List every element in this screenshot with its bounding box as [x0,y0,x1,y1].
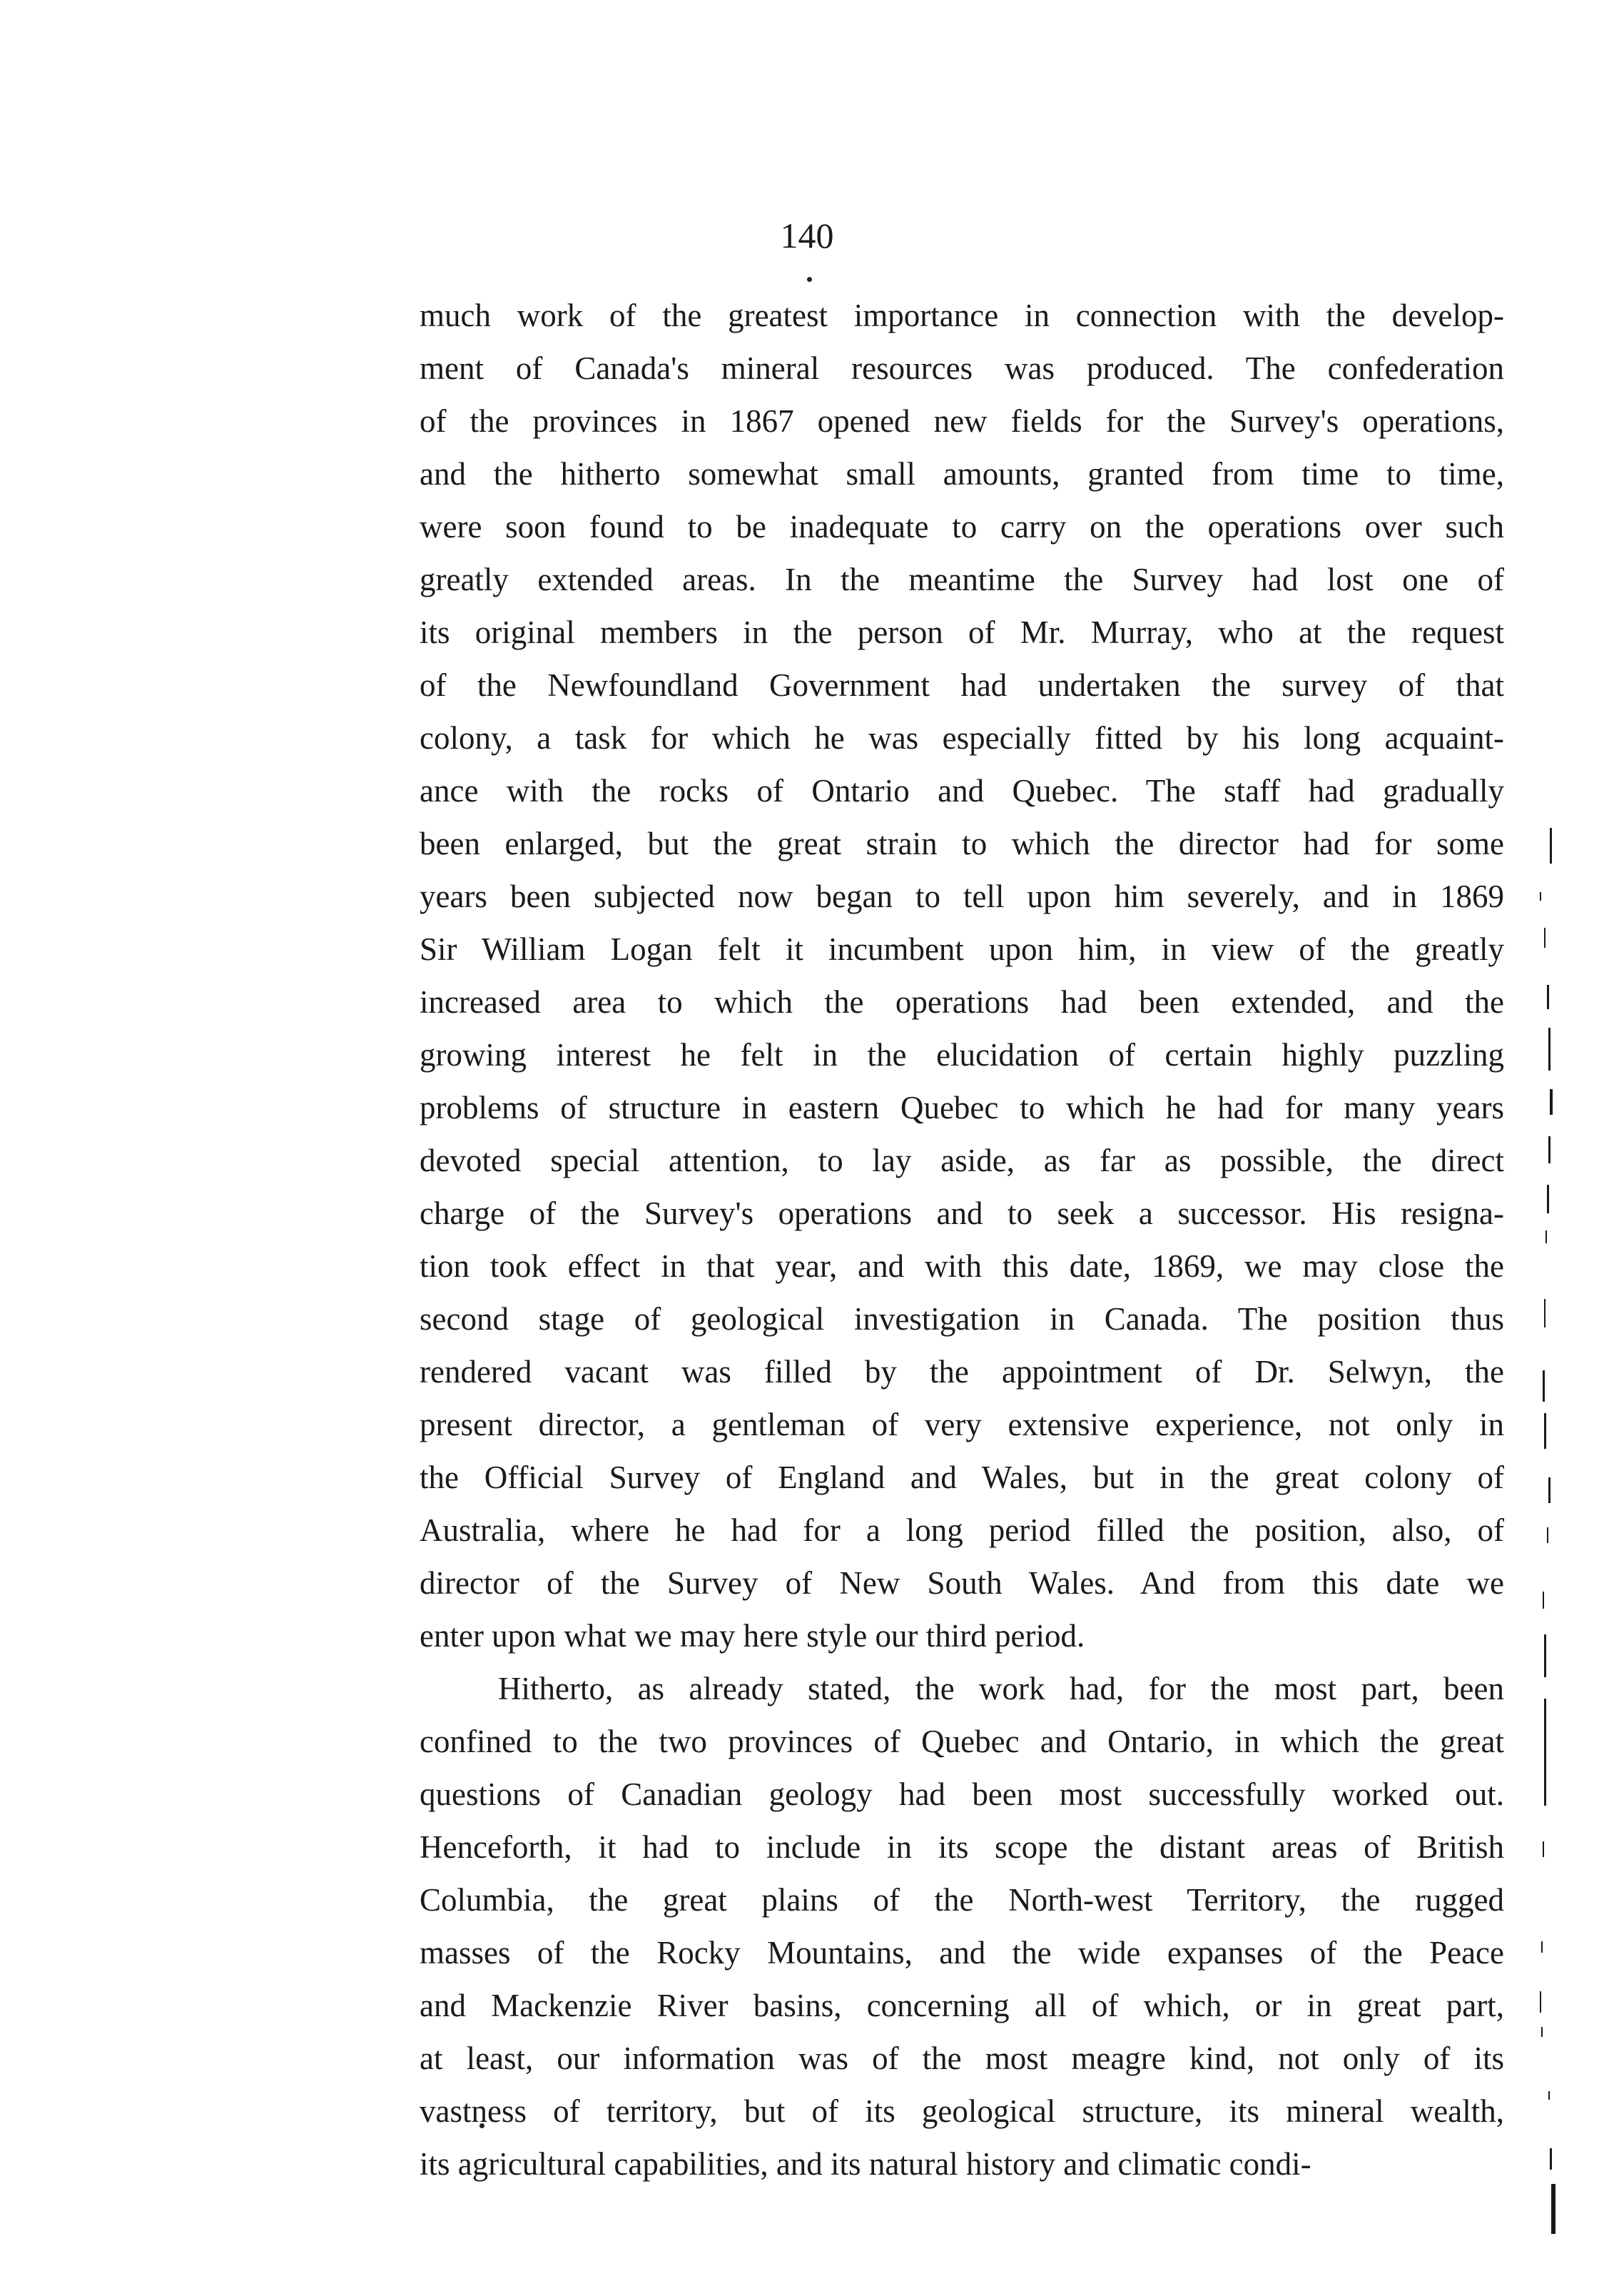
text-line: Hitherto, as already stated, the work had, for the most part, been [498,1671,1504,1706]
text-line: present director, a gentleman of very extensive experience, not only in [420,1407,1504,1442]
text-line: and the hitherto somewhat small amounts, granted from time to time, [420,456,1504,492]
text-line: years been subjected now began to tell upon him severely, and in 1869 [420,879,1504,914]
text-line: masses of the Rocky Mountains, and the wide expanses of the Peace [420,1935,1504,1971]
text-line: Sir William Logan felt it incumbent upon him, in view of the greatly [420,931,1504,967]
text-line: of the Newfoundland Government had undertaken the survey of that [420,667,1504,703]
text-line: questions of Canadian geology had been most successfully worked out. [420,1776,1504,1812]
text-line: been enlarged, but the great strain to which the director had for some [420,826,1504,861]
text-line: were soon found to be inadequate to carry on the operations over such [420,509,1504,545]
text-line: rendered vacant was filled by the appointment of Dr. Selwyn, the [420,1354,1504,1390]
text-line: devoted special attention, to lay aside, as far as possible, the direct [420,1143,1504,1178]
text-line: growing interest he felt in the elucidation of certain highly puzzling [420,1037,1504,1073]
page-number: 140 [780,216,834,256]
text-line: and Mackenzie River basins, concerning all of which, or in great part, [420,1988,1504,2023]
text-line: greatly extended areas. In the meantime the Survey had lost one of [420,562,1504,597]
body-text [420,289,1504,2190]
text-line: increased area to which the operations had been extended, and the [420,984,1504,1020]
text-line: ment of Canada's mineral resources was produced. The confederation [420,350,1504,386]
margin-scan-marks [1534,814,1577,2241]
text-line: Columbia, the great plains of the North-west Territory, the rugged [420,1882,1504,1918]
text-line: Australia, where he had for a long period filled the position, also, of [420,1512,1504,1548]
text-line: charge of the Survey's operations and to seek a successor. His resigna- [420,1195,1504,1231]
text-line: its original members in the person of Mr. Murray, who at the request [420,615,1504,650]
text-line: Henceforth, it had to include in its scope the distant areas of British [420,1829,1504,1865]
text-line: director of the Survey of New South Wales. And from this date we [420,1565,1504,1601]
text-line: vastness of territory, but of its geological structure, its mineral wealth, [420,2093,1504,2129]
text-line: problems of structure in eastern Quebec to which he had for many years [420,1090,1504,1126]
ink-speck [807,277,812,282]
text-line: confined to the two provinces of Quebec and Ontario, in which the great [420,1724,1504,1759]
text-line: of the provinces in 1867 opened new fields for the Survey's operations, [420,403,1504,439]
text-line: at least, our information was of the most meagre kind, not only of its [420,2040,1504,2076]
text-line: tion took effect in that year, and with this date, 1869, we may close the [420,1248,1504,1284]
text-line: colony, a task for which he was especially fitted by his long acquaint- [420,720,1504,756]
text-line: much work of the greatest importance in connection with the develop- [420,298,1504,333]
text-line: ance with the rocks of Ontario and Quebec. The staff had gradually [420,773,1504,809]
text-line: enter upon what we may here style our third period. [420,1618,1085,1654]
text-line: second stage of geological investigation in Canada. The position thus [420,1301,1504,1337]
text-line: its agricultural capabilities, and its natural history and climatic condi- [420,2146,1311,2182]
text-line: the Official Survey of England and Wales, but in the great colony of [420,1460,1504,1495]
